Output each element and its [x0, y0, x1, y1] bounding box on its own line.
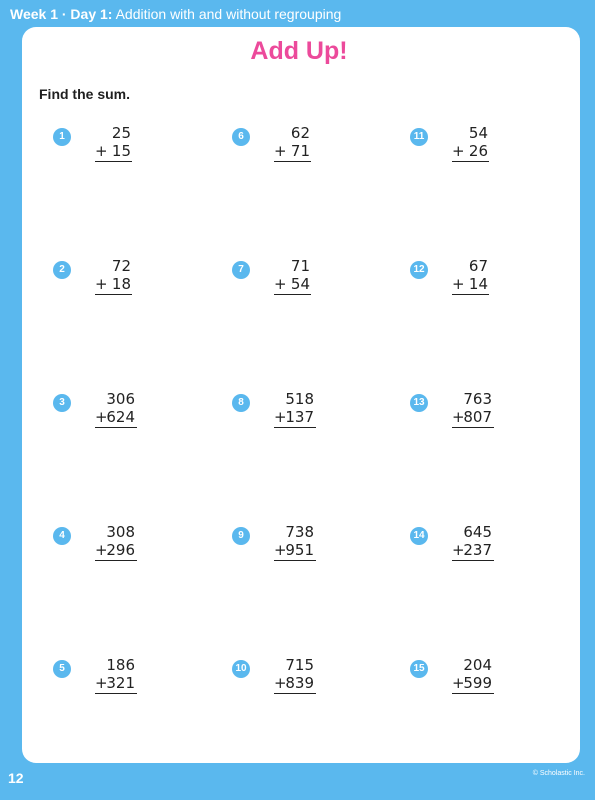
plus-sign: +: [452, 541, 465, 559]
addend-bottom: 14: [468, 275, 488, 293]
problem-9: [232, 523, 332, 577]
plus-sign: +: [452, 408, 465, 426]
plus-sign: +: [274, 142, 287, 160]
addend-bottom: 15: [111, 142, 131, 160]
addend-bottom: 839: [285, 674, 314, 692]
header-topic: Addition with and without regrouping: [112, 6, 342, 22]
answer-line: [452, 560, 494, 561]
problem-number-badge: 11: [410, 128, 428, 146]
page-number: 12: [8, 770, 24, 786]
addend-top: 204: [463, 656, 492, 674]
problem-3: [53, 390, 153, 444]
answer-line: [95, 294, 132, 295]
addend-bottom: 321: [106, 674, 135, 692]
problem-number-badge: 5: [53, 660, 71, 678]
problem-number-badge: 1: [53, 128, 71, 146]
problem-number-badge: 4: [53, 527, 71, 545]
answer-line: [452, 693, 494, 694]
problem-12: [410, 257, 510, 311]
problem-6: [232, 124, 332, 178]
header-week-day: Week 1 · Day 1:: [10, 6, 113, 22]
addend-top: 763: [463, 390, 492, 408]
problem-number-badge: 13: [410, 394, 428, 412]
problem-number-badge: 8: [232, 394, 250, 412]
addend-bottom: 54: [290, 275, 310, 293]
addend-top: 186: [106, 656, 135, 674]
plus-sign: +: [95, 674, 108, 692]
problem-number-badge: 15: [410, 660, 428, 678]
addend-bottom: 951: [285, 541, 314, 559]
problem-7: [232, 257, 332, 311]
plus-sign: +: [274, 674, 287, 692]
answer-line: [452, 427, 494, 428]
plus-sign: +: [95, 275, 108, 293]
problem-number-badge: 7: [232, 261, 250, 279]
answer-line: [452, 294, 489, 295]
problem-5: [53, 656, 153, 710]
plus-sign: +: [274, 275, 287, 293]
problem-14: [410, 523, 510, 577]
answer-line: [274, 294, 311, 295]
addend-top: 67: [468, 257, 488, 275]
addend-bottom: 296: [106, 541, 135, 559]
answer-line: [95, 427, 137, 428]
addend-bottom: 624: [106, 408, 135, 426]
copyright-text: © Scholastic Inc.: [532, 770, 585, 777]
page-title: Add Up!: [250, 37, 348, 65]
problem-number-badge: 2: [53, 261, 71, 279]
addend-top: 72: [111, 257, 131, 275]
answer-line: [274, 161, 311, 162]
addend-bottom: 71: [290, 142, 310, 160]
plus-sign: +: [95, 408, 108, 426]
addend-top: 308: [106, 523, 135, 541]
problem-2: [53, 257, 153, 311]
addend-top: 54: [468, 124, 488, 142]
answer-line: [95, 693, 137, 694]
problem-13: [410, 390, 510, 444]
plus-sign: +: [95, 142, 108, 160]
instruction-text: Find the sum.: [39, 86, 130, 102]
problem-8: [232, 390, 332, 444]
answer-line: [274, 693, 316, 694]
addend-bottom: 18: [111, 275, 131, 293]
addend-bottom: 599: [463, 674, 492, 692]
problem-11: [410, 124, 510, 178]
addend-top: 62: [290, 124, 310, 142]
problem-1: [53, 124, 153, 178]
addend-bottom: 137: [285, 408, 314, 426]
problem-number-badge: 12: [410, 261, 428, 279]
problem-number-badge: 9: [232, 527, 250, 545]
problem-4: [53, 523, 153, 577]
addend-bottom: 26: [468, 142, 488, 160]
problem-number-badge: 14: [410, 527, 428, 545]
addend-top: 715: [285, 656, 314, 674]
addend-top: 738: [285, 523, 314, 541]
answer-line: [95, 560, 137, 561]
problem-number-badge: 3: [53, 394, 71, 412]
addend-bottom: 237: [463, 541, 492, 559]
page-header: [10, 6, 341, 24]
addend-top: 306: [106, 390, 135, 408]
plus-sign: +: [95, 541, 108, 559]
problem-10: [232, 656, 332, 710]
addend-top: 25: [111, 124, 131, 142]
addend-bottom: 807: [463, 408, 492, 426]
answer-line: [452, 161, 489, 162]
plus-sign: +: [274, 408, 287, 426]
plus-sign: +: [452, 142, 465, 160]
answer-line: [274, 427, 316, 428]
plus-sign: +: [452, 674, 465, 692]
plus-sign: +: [274, 541, 287, 559]
answer-line: [274, 560, 316, 561]
problem-number-badge: 6: [232, 128, 250, 146]
addend-top: 518: [285, 390, 314, 408]
problem-15: [410, 656, 510, 710]
problem-number-badge: 10: [232, 660, 250, 678]
answer-line: [95, 161, 132, 162]
addend-top: 71: [290, 257, 310, 275]
plus-sign: +: [452, 275, 465, 293]
addend-top: 645: [463, 523, 492, 541]
